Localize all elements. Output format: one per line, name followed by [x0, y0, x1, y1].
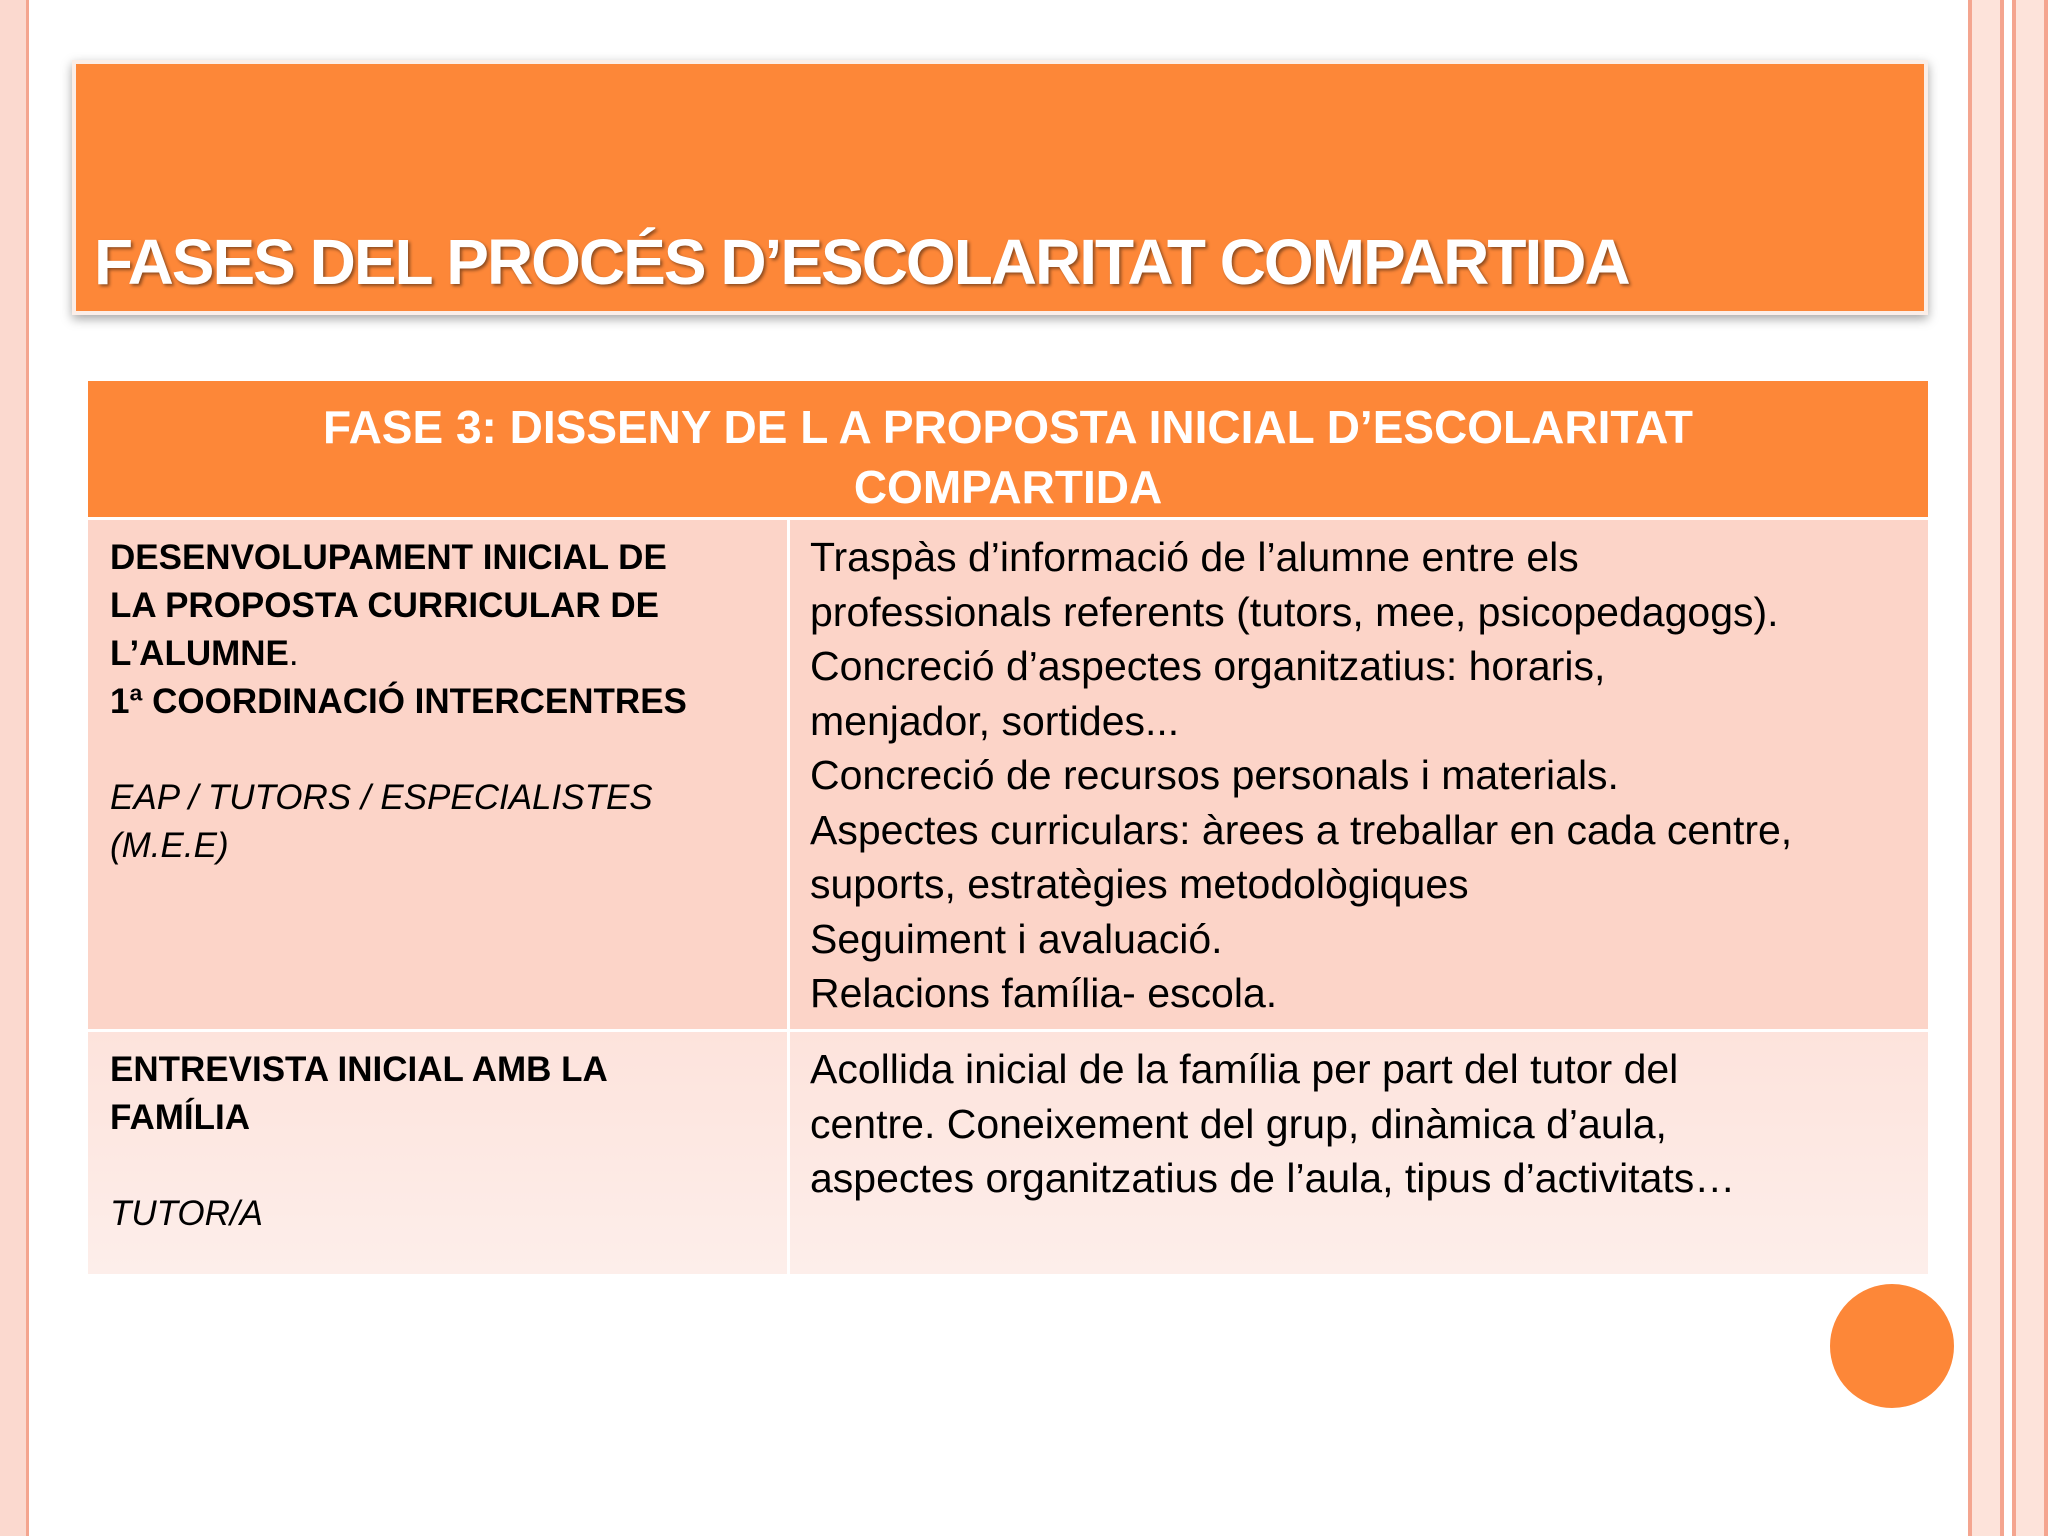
row-title-line: ENTREVISTA INICIAL AMB LA: [110, 1050, 608, 1089]
row-title-cell: [88, 1032, 790, 1274]
row-title-line: FAMÍLIA: [110, 1098, 250, 1137]
row-description-cell: [790, 1032, 1928, 1274]
spacer: [110, 726, 765, 774]
description-line: Traspàs d’informació de l’alumne entre els: [810, 534, 1579, 580]
left-decorative-border: [0, 0, 29, 1536]
description-line: Relacions família- escola.: [810, 970, 1278, 1016]
description-line: professionals referents (tutors, mee, psicopedagogs).: [810, 588, 1779, 635]
row-title-period: .: [288, 634, 299, 673]
row-roles-line: EAP / TUTORS / ESPECIALISTES: [110, 778, 653, 817]
description-line: Acollida inicial de la família per part del tutor del: [810, 1046, 1679, 1092]
description-line: Concreció de recursos personals i materials.: [810, 752, 1619, 798]
row-title-cell: [88, 520, 790, 1029]
description-line: Concreció d’aspectes organitzatius: horaris,: [810, 643, 1606, 689]
description-line: Seguiment i avaluació.: [810, 915, 1223, 962]
row-title-line: 1ª COORDINACIÓ INTERCENTRES: [110, 682, 687, 721]
row-title-line: L’ALUMNE: [110, 634, 289, 673]
phase-header-line: FASE 3: DISSENY DE L A PROPOSTA INICIAL D’ESCOLARITAT: [323, 401, 1693, 453]
row-title-line: LA PROPOSTA CURRICULAR DE: [110, 586, 659, 625]
title-bar: [72, 60, 1928, 315]
table-row: [88, 1032, 1928, 1274]
description-line: Aspectes curriculars: àrees a treballar en cada centre,: [810, 806, 1793, 853]
decorative-circle: [1826, 1280, 1958, 1412]
right-decorative-stripes: [1962, 0, 2048, 1536]
description-line: centre. Coneixement del grup, dinàmica d’aula,: [810, 1100, 1667, 1147]
row-roles-line: (M.E.E): [110, 826, 229, 865]
row-title-line: DESENVOLUPAMENT INICIAL DE: [110, 538, 667, 577]
description-line: menjador, sortides...: [810, 697, 1180, 744]
phase-header-line: COMPARTIDA: [853, 461, 1163, 513]
row-description-cell: [790, 520, 1928, 1029]
description-line: suports, estratègies metodològiques: [810, 861, 1469, 907]
spacer: [110, 1142, 765, 1190]
row-title-line-wrap: [110, 630, 765, 678]
table-row: [88, 520, 1928, 1032]
phase-table: [88, 381, 1928, 1274]
phase-header: [88, 381, 1928, 520]
description-line: aspectes organitzatius de l’aula, tipus d’activitats…: [810, 1155, 1736, 1201]
row-roles-line: TUTOR/A: [110, 1194, 263, 1233]
slide-title: FASES DEL PROCÉS D’ESCOLARITAT COMPARTIDA: [94, 226, 1629, 298]
